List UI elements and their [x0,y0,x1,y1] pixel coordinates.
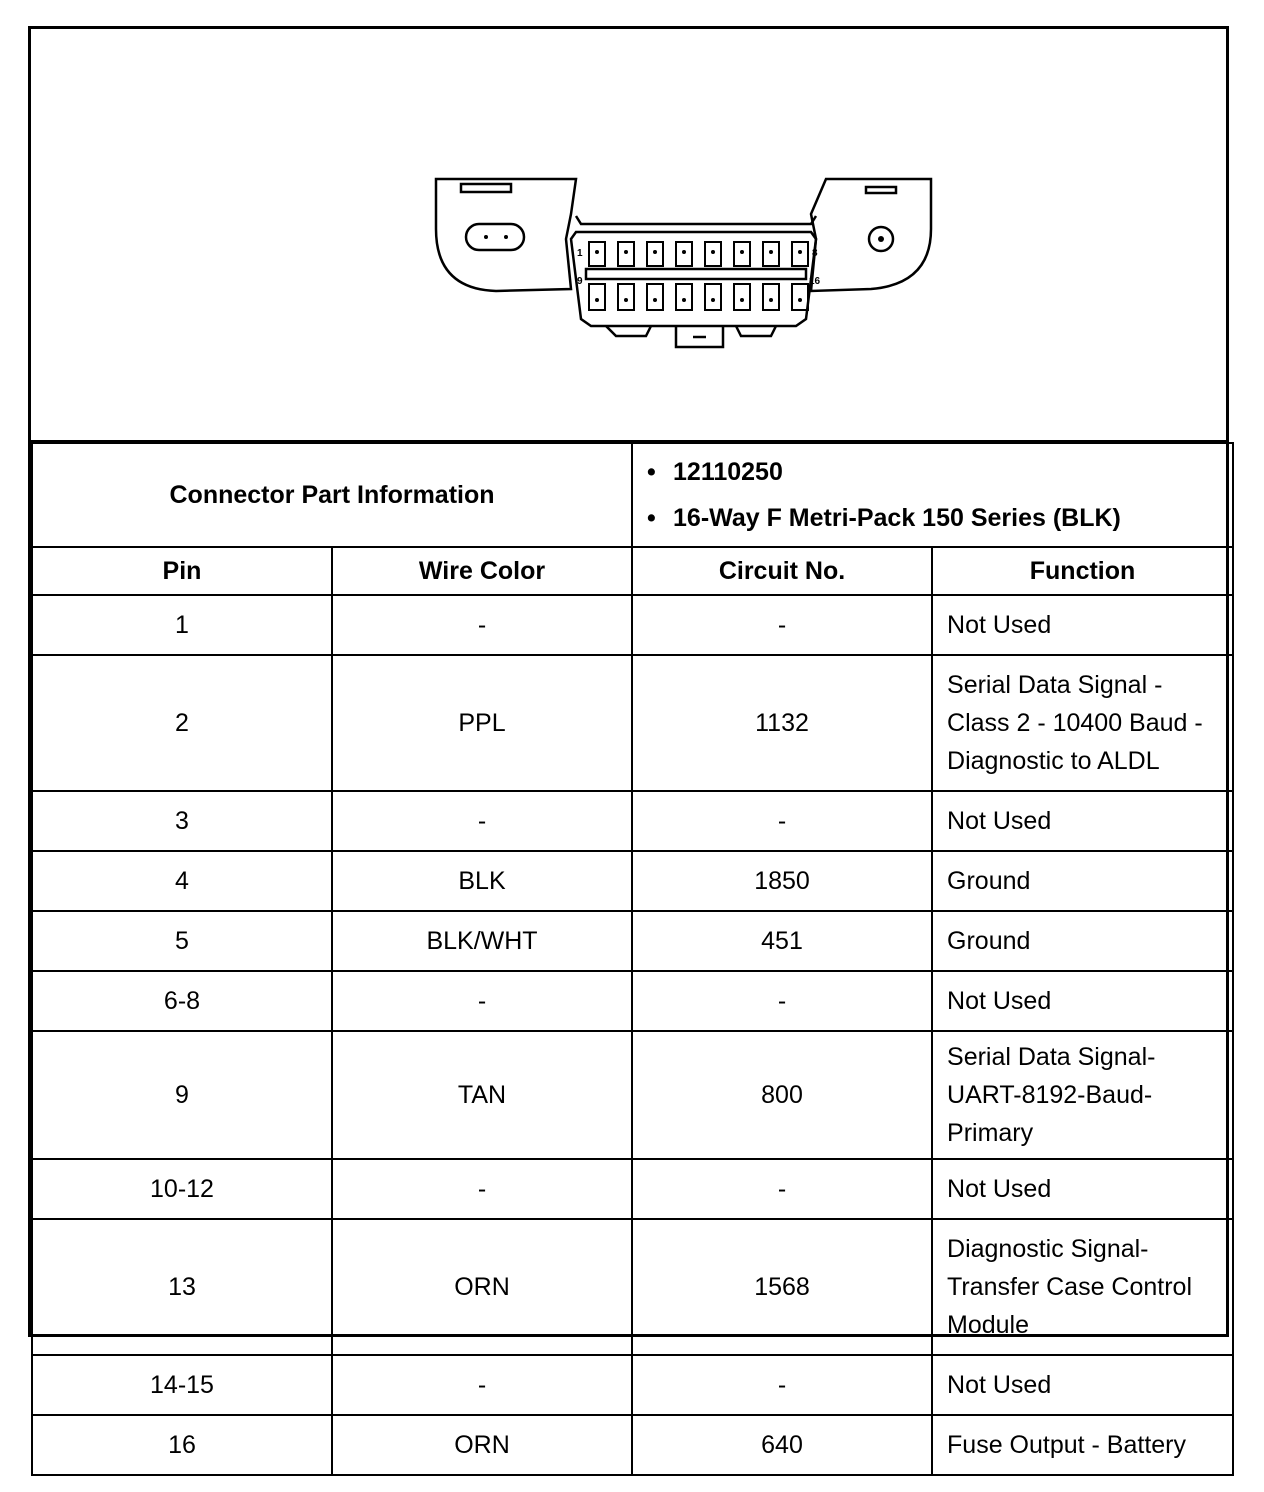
pinout-table [31,442,1234,1476]
table-row [32,1159,1233,1219]
function-cell: Ground [932,851,1233,911]
function-cell: Not Used [932,971,1233,1031]
wire-color-cell: - [332,971,632,1031]
function-cell: Not Used [932,595,1233,655]
column-header-function: Function [932,547,1233,595]
table-row [32,1219,1233,1355]
connector-info-row [32,443,1233,547]
circuit-cell: 640 [632,1415,932,1475]
function-cell: Not Used [932,791,1233,851]
connector-info-list: • 12110250 • 16-Way F Metri-Pack 150 Series (BLK) [632,443,1233,547]
connector-sheet [28,26,1229,1459]
column-header-pin: Pin [32,547,332,595]
circuit-cell: 800 [632,1031,932,1159]
table-row [32,791,1233,851]
table-row [32,971,1233,1031]
table-header-row [32,547,1233,595]
function-cell: Ground [932,911,1233,971]
pin-cell: 10-12 [32,1159,332,1219]
circuit-cell: 451 [632,911,932,971]
function-cell: Serial Data Signal-UART-8192-Baud-Primary [932,1031,1233,1159]
wire-color-cell: PPL [332,655,632,791]
circuit-cell: - [632,971,932,1031]
function-cell: Diagnostic Signal-Transfer Case Control Module [932,1219,1233,1355]
pin-cell: 4 [32,851,332,911]
wire-color-cell: ORN [332,1415,632,1475]
circuit-cell: 1568 [632,1219,932,1355]
circuit-cell: - [632,791,932,851]
function-cell: Fuse Output - Battery [932,1415,1233,1475]
pin-cell: 1 [32,595,332,655]
pin-cell: 2 [32,655,332,791]
circuit-cell: - [632,1159,932,1219]
pin-cell: 6-8 [32,971,332,1031]
wire-color-cell: TAN [332,1031,632,1159]
pin-cell: 16 [32,1415,332,1475]
pin-label-16: 16 [809,276,821,287]
connector-info-label: Connector Part Information [32,443,632,547]
part-number: 12110250 [673,458,783,486]
table-row [32,595,1233,655]
circuit-cell: - [632,1355,932,1415]
table-row [32,1415,1233,1475]
wire-color-cell: - [332,1355,632,1415]
function-cell: Not Used [932,1159,1233,1219]
pin-cell: 9 [32,1031,332,1159]
pin-cell: 14-15 [32,1355,332,1415]
circuit-cell: 1132 [632,655,932,791]
pin-label-1: 1 [577,248,583,259]
function-cell: Serial Data Signal - Class 2 - 10400 Baud - Diagnostic to ALDL [932,655,1233,791]
connector-description: 16-Way F Metri-Pack 150 Series (BLK) [673,504,1121,532]
table-row [32,1031,1233,1159]
wire-color-cell: ORN [332,1219,632,1355]
table-row [32,655,1233,791]
pin-label-8: 8 [812,248,818,259]
wire-color-cell: BLK [332,851,632,911]
pin-cell: 13 [32,1219,332,1355]
function-cell: Not Used [932,1355,1233,1415]
table-row [32,1355,1233,1415]
connector-diagram [31,29,1226,442]
table-row [32,851,1233,911]
wire-color-cell: BLK/WHT [332,911,632,971]
wire-color-cell: - [332,791,632,851]
table-row [32,911,1233,971]
circuit-cell: 1850 [632,851,932,911]
pin-cell: 5 [32,911,332,971]
obd-connector-illustration [401,144,941,354]
column-header-circuit: Circuit No. [632,547,932,595]
pin-label-9: 9 [577,276,583,287]
column-header-wire-color: Wire Color [332,547,632,595]
wire-color-cell: - [332,1159,632,1219]
circuit-cell: - [632,595,932,655]
pin-cell: 3 [32,791,332,851]
wire-color-cell: - [332,595,632,655]
